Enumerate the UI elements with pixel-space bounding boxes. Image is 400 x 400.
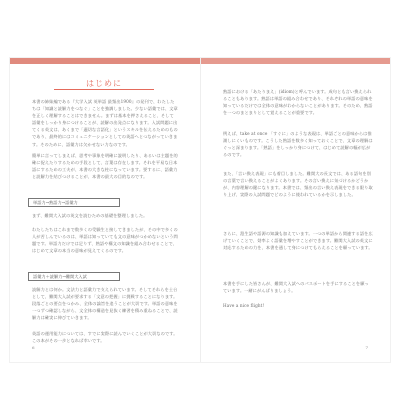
page-top-accent	[10, 58, 200, 64]
right-paragraph-1: 熟語における「あたりまえ」(idiom)と呼んでいます。成句とも言い換えられることもあります。熟語は単語の組み合わせであり、それぞれの単語の意味を知っているだけでは全体の意味がわからないことがあります。そのため、熟語を一つのまとまりとして覚えることが重要です。	[223, 89, 373, 116]
section-box-1: 単語力→熟語力→語彙力	[28, 198, 120, 207]
book-spread	[10, 58, 390, 362]
left-paragraph-3: まず、難関大入試の英文を読むための基礎を整理しました。	[32, 213, 148, 218]
left-paragraph-6: 英語の運用能力については、すでに実際に読んでいくことが大切なのです。この本がその一歩となれば幸いです。	[32, 331, 178, 344]
right-paragraph-5: 本書を手にした皆さんが、難関大入試へのパスポートを手にすることを願っています。一緒にがんばりましょう。	[223, 281, 369, 294]
right-page	[201, 58, 390, 362]
left-paragraph-1: 本書の姉妹編である『大学入試 英単語 最頻出1900』の発刊で、わたしたちは「知識と読解力をつなぐ」ことを強調しました。少ない語彙では、文章を正しく理解することはできません。まずは基本を押さえること、そして語彙をしっかり身につけることが、読解の出発点になります。入試問題に出てくる英文は、あくまで「適切な言語化」というスキルを伝えるためのものであり、最終的にはコミュニケーションとしての英語へとつながっていきます。そのために、語彙力は欠かせない力なのです。	[32, 99, 178, 147]
right-paragraph-6: Have a nice flight!	[223, 303, 265, 308]
left-paragraph-5: 読解力とは何か。文法力と語彙力で支えられています。そしてそれらを土台として、難関大入試が要求する「文意の把握」に挑戦することになります。段落ごとの要点をつかみ、全体の論旨を追うことが大切です。単語の意味を一つずつ確認しながら、文全体の構造を見抜く練習を積み重ねることで、読解力は確実に伸びていきます。	[32, 287, 178, 321]
left-page	[10, 58, 201, 362]
left-paragraph-4: わたしたちはこれまで数多くの受験生と接してきましたが、その中で多くの人が苦しんでいるのは、単語は知っていても文の意味がつかめないという問題です。単語力だけでは足りず、熟語や構文の知識を組み合わせることで、はじめて文章の本当の意味が見えてくるのです。	[32, 227, 178, 254]
heading-rule	[54, 89, 154, 90]
page-heading: はじめに	[86, 79, 122, 88]
right-paragraph-3: また、「言い換え表現」にも着目しました。難関大の長文では、ある語句を別の言葉で言い換えることがよくあります。その言い換えに気づけるかどうかが、内容理解の鍵になります。本書では、頻出の言い換え表現をできる限り取り上げ、実際の入試問題でどのように使われているかを示しました。	[223, 171, 373, 198]
section-box-2: 語彙力＋読解力→難関大入試	[28, 272, 120, 281]
right-paragraph-2: 例えば、take at once 「すぐに」のような表現は、単語ごとの意味からは推測しにくいものです。こうした熟語を数多く知っておくことで、文章の理解はぐっと深まります。「熟語」をしっかり身につけて、はじめて読解の幅が広がるのです。	[223, 131, 373, 158]
right-paragraph-4: さらに、派生語や語源の知識も加えています。一つの単語から関連する語を広げていくことで、効率よく語彙を増やすことができます。難関大入試の英文に対応するための力を、本書を通して身につけてもらえることを願っています。	[223, 231, 373, 251]
page-top-accent-right	[201, 58, 390, 64]
page-number-left: 6	[32, 345, 35, 350]
left-paragraph-2: 簡単に言ってしまえば、思考や事象を明確に説明したり、あるいは主題を的確に捉えたりするための手段として、言葉は存在します。それを平易な日本語にするための工夫が、本書の大きな柱になっています。要するに、語彙力と読解力を結びつけることが、本書の最大の目的なのです。	[32, 153, 178, 180]
page-number-right: 7	[365, 345, 368, 350]
